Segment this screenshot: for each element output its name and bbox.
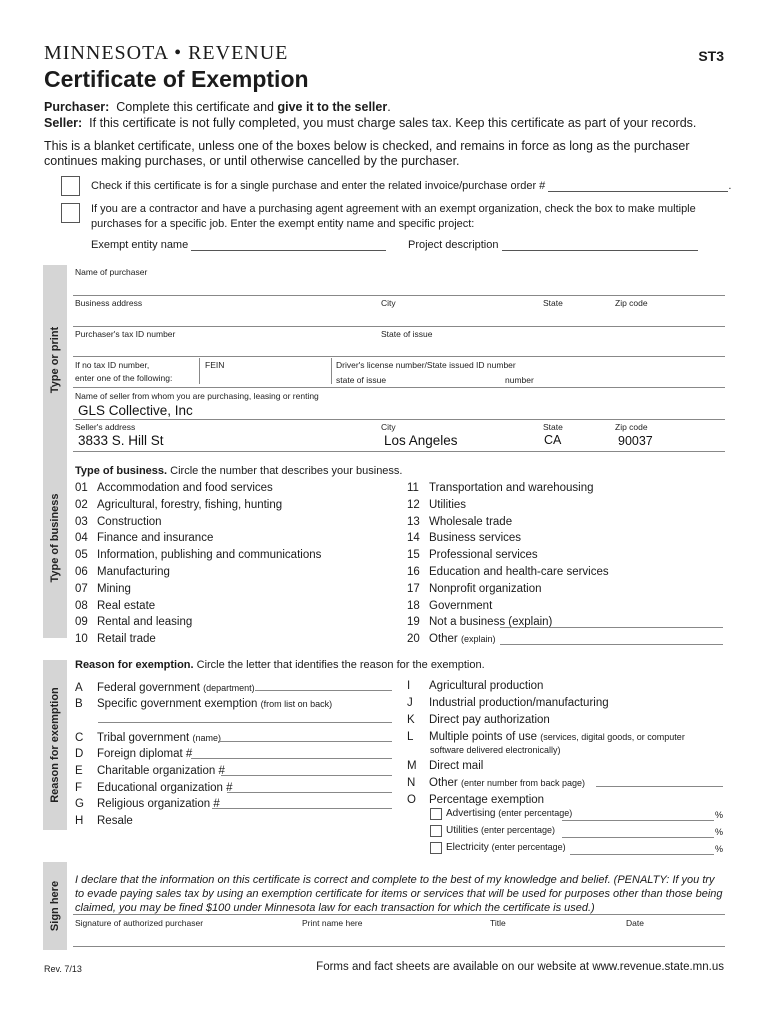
contractor-text: If you are a contractor and have a purchasing agent agreement with an exempt organization, check the box to make multiple purchases for a specific job. Enter the exempt entity name and specific project:: [91, 203, 696, 230]
seller-state-label: State: [543, 422, 563, 432]
business-type-02[interactable]: 02 Agricultural, forestry, fishing, hunting: [75, 498, 283, 511]
name-of-purchaser-label: Name of purchaser: [75, 267, 148, 277]
pct-checkbox-electricity[interactable]: [430, 842, 442, 854]
reason-J[interactable]: J Industrial production/manufacturing: [407, 697, 609, 709]
business-type-09[interactable]: 09 Rental and leasing: [75, 616, 193, 629]
divider: [73, 326, 725, 327]
fill-line[interactable]: [212, 808, 392, 809]
revision: Rev. 7/13: [44, 964, 82, 974]
reason-G[interactable]: G Religious organization #: [75, 798, 220, 810]
seller-zip-value[interactable]: 90037: [618, 434, 653, 448]
seller-address-value[interactable]: 3833 S. Hill St: [78, 433, 164, 448]
divider: [73, 387, 725, 388]
declaration-text: I declare that the information on this certificate is correct and complete to the best of my knowledge and belief. (PENALTY: If you try to evade paying sales tax by using an exemption certificate for items or services that will be used for purposes other than those being claimed, you may be fined $100 under Minnesota law for each transaction for which the certificate is used.): [75, 874, 723, 914]
business-type-06[interactable]: 06 Manufacturing: [75, 566, 170, 578]
invoice-number-field[interactable]: [548, 180, 728, 192]
signature-line[interactable]: [73, 914, 725, 915]
reason-F[interactable]: F Educational organization #: [75, 782, 233, 794]
business-type-10[interactable]: 10 Retail trade: [75, 633, 156, 646]
dl-number-label: number: [505, 375, 534, 385]
reason-B[interactable]: B Specific government exemption (from list on back): [75, 698, 333, 710]
pct-row-utilities: Utilities (enter percentage): [446, 825, 556, 836]
explain-line[interactable]: [500, 627, 723, 628]
reason-heading: Reason for exemption. Circle the letter that identifies the reason for the exemption.: [75, 659, 485, 671]
business-type-20[interactable]: 20 Other (explain): [407, 633, 496, 646]
seller-state-value[interactable]: CA: [544, 433, 562, 447]
page-title: Certificate of Exemption: [44, 66, 309, 92]
date-label: Date: [626, 918, 644, 928]
fill-line[interactable]: [255, 690, 392, 691]
project-desc-field[interactable]: [502, 239, 698, 251]
seller-name-value[interactable]: GLS Collective, Inc: [78, 403, 193, 418]
business-type-07[interactable]: 07 Mining: [75, 582, 131, 595]
reason-A[interactable]: A Federal government (department): [75, 682, 255, 694]
purchaser-instruction: Purchaser: Complete this certificate and give it to the seller.: [44, 100, 391, 114]
seller-address-label: Seller's address: [75, 422, 136, 432]
reason-K[interactable]: K Direct pay authorization: [407, 714, 550, 726]
seller-instruction: Seller: If this certificate is not fully completed, you must charge sales tax. Keep this certificate as part of your records.: [44, 116, 697, 130]
title-label: Title: [490, 918, 506, 928]
reason-O[interactable]: O Percentage exemption: [407, 794, 545, 806]
fill-line[interactable]: [98, 722, 392, 723]
divider: [73, 295, 725, 296]
business-type-08[interactable]: 08 Real estate: [75, 599, 156, 612]
print-name-label: Print name here: [302, 918, 363, 928]
type-or-print-sidebar: Type or print: [43, 265, 67, 455]
percent-sign: %: [715, 810, 724, 820]
agency-logo: MINNESOTA • REVENUE: [44, 42, 289, 64]
business-type-11[interactable]: 11 Transportation and warehousing: [407, 482, 594, 494]
business-type-01[interactable]: 01 Accommodation and food services: [75, 482, 273, 494]
business-type-16[interactable]: 16 Education and health-care services: [407, 566, 609, 578]
blanket-text: This is a blanket certificate, unless one of the boxes below is checked, and remains in force as long as the purchaser continues making purchases, or until otherwise cancelled by the purchaser.: [44, 139, 690, 168]
contractor-checkbox[interactable]: [61, 203, 80, 223]
business-type-19[interactable]: 19 Not a business (explain): [407, 616, 553, 629]
business-address-label: Business address: [75, 298, 143, 308]
reason-L[interactable]: L Multiple points of use (services, digital goods, or computer: [407, 731, 685, 743]
pct-field[interactable]: [562, 837, 714, 838]
reason-I[interactable]: I Agricultural production: [407, 680, 544, 692]
pct-checkbox-utilities[interactable]: [430, 825, 442, 837]
business-type-18[interactable]: 18 Government: [407, 599, 493, 612]
percent-sign: %: [715, 827, 724, 837]
signature-label: Signature of authorized purchaser: [75, 918, 204, 928]
business-type-14[interactable]: 14 Business services: [407, 532, 522, 545]
fein-label: FEIN: [205, 360, 225, 370]
state-label: State: [543, 298, 563, 308]
no-tax-id-label-2: enter one of the following:: [75, 373, 173, 383]
no-tax-id-label-1: If no tax ID number,: [75, 360, 150, 370]
single-purchase-checkbox[interactable]: [61, 176, 80, 196]
explain-line[interactable]: [500, 644, 723, 645]
fill-line[interactable]: [218, 741, 392, 742]
website-note: Forms and fact sheets are available on our website at www.revenue.state.mn.us: [316, 961, 724, 973]
tax-id-label: Purchaser's tax ID number: [75, 329, 176, 339]
business-heading: Type of business. Circle the number that describes your business.: [75, 465, 403, 477]
reason-E[interactable]: E Charitable organization #: [75, 765, 225, 777]
reason-H[interactable]: H Resale: [75, 815, 133, 827]
single-purchase-row: Check if this certificate is for a single purchase and enter the related invoice/purchase order # .: [91, 180, 732, 192]
fill-line[interactable]: [221, 775, 392, 776]
business-type-03[interactable]: 03 Construction: [75, 515, 162, 528]
business-type-13[interactable]: 13 Wholesale trade: [407, 515, 513, 528]
fill-line[interactable]: [191, 758, 392, 759]
divider: [73, 451, 725, 452]
exempt-entity-row: Exempt entity name: [91, 239, 386, 251]
project-desc-row: Project description: [408, 239, 698, 251]
seller-city-value[interactable]: Los Angeles: [384, 433, 458, 448]
business-type-04[interactable]: 04 Finance and insurance: [75, 532, 214, 545]
form-id: ST3: [698, 48, 724, 64]
fill-line[interactable]: [227, 792, 392, 793]
reason-D[interactable]: D Foreign diplomat #: [75, 748, 193, 760]
dl-state-label: state of issue: [336, 375, 387, 385]
divider: [73, 419, 725, 420]
pct-row-advertising: Advertising (enter percentage): [446, 808, 573, 819]
pct-checkbox-advertising[interactable]: [430, 808, 442, 820]
exempt-entity-field[interactable]: [191, 239, 386, 251]
city-label: City: [381, 298, 396, 308]
divider: [73, 356, 725, 357]
business-type-12[interactable]: 12 Utilities: [407, 498, 467, 511]
reason-M[interactable]: M Direct mail: [407, 760, 484, 772]
zip-label: Zip code: [615, 298, 648, 308]
fill-line[interactable]: [596, 786, 723, 787]
pct-field[interactable]: [570, 854, 714, 855]
divider: [199, 358, 200, 384]
pct-row-electricity: Electricity (enter percentage): [446, 842, 566, 853]
reason-N[interactable]: N Other (enter number from back page): [407, 777, 586, 789]
pct-field[interactable]: [562, 820, 714, 821]
dl-label: Driver's license number/State issued ID number: [336, 360, 516, 370]
divider: [73, 946, 725, 947]
seller-city-label: City: [381, 422, 396, 432]
seller-name-label: Name of seller from whom you are purchasing, leasing or renting: [75, 391, 319, 401]
sign-here-sidebar: Sign here: [43, 862, 67, 950]
business-type-17[interactable]: 17 Nonprofit organization: [407, 582, 542, 595]
state-of-issue-label: State of issue: [381, 329, 433, 339]
reason-C[interactable]: C Tribal government (name): [75, 732, 221, 744]
reason-sidebar: Reason for exemption: [43, 660, 67, 830]
business-type-15[interactable]: 15 Professional services: [407, 549, 538, 562]
business-type-05[interactable]: 05 Information, publishing and communications: [75, 549, 322, 562]
percent-sign: %: [715, 844, 724, 854]
divider: [331, 358, 332, 384]
reason-L-note2: software delivered electronically): [430, 745, 561, 755]
seller-zip-label: Zip code: [615, 422, 648, 432]
type-of-business-sidebar: Type of business: [43, 438, 67, 638]
